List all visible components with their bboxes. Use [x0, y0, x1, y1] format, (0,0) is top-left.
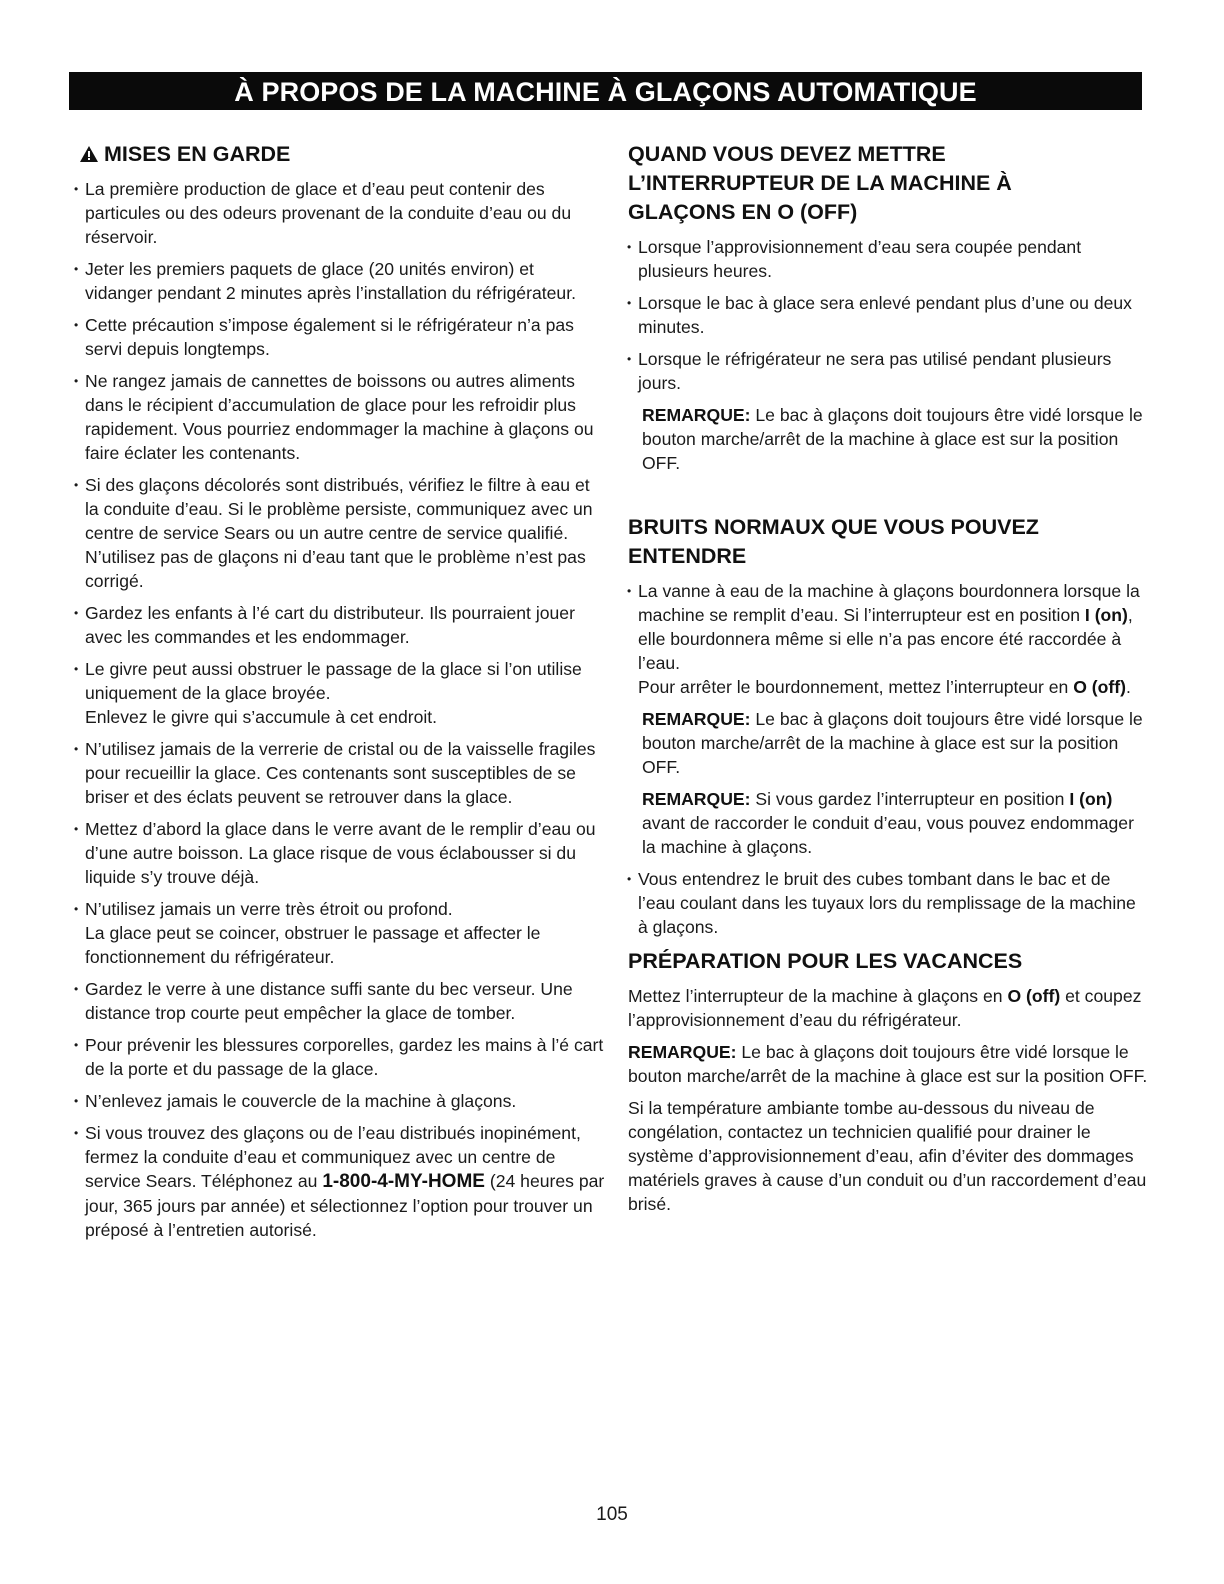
list-item-text: . — [1125, 677, 1131, 697]
paragraph: Si la température ambiante tombe au-dessous du niveau de congélation, contactez un technicien qualifié pour drainer le système d’approvisionnement d’eau, afin d’éviter des dommages matériels graves à cause d’un conduit ou d’un raccordement d’eau brisé. — [628, 1098, 1147, 1214]
note — [628, 1040, 1148, 1088]
switch-off-label: O (off) — [1073, 677, 1126, 697]
list-item-text: Si vous trouvez des glaçons ou de l’eau distribués inopinément, fermez la conduite d’eau et communiquez avec un centre de service Sears. Téléphonez au — [85, 1123, 581, 1191]
warnings-list — [75, 177, 605, 1242]
warnings-heading — [75, 140, 605, 169]
page-banner-title: À PROPOS DE LA MACHINE À GLAÇONS AUTOMATIQUE — [69, 72, 1142, 110]
note-label: REMARQUE: — [642, 405, 751, 425]
note — [642, 787, 1148, 859]
list-item: • Gardez les enfants à l’é cart du distributeur. Ils pourraient jouer avec les commandes et les endommager. — [75, 601, 605, 649]
section-heading-switch-off: QUAND VOUS DEVEZ METTRE L’INTERRUPTEUR DE LA MACHINE À GLAÇONS EN O (OFF) — [628, 142, 1012, 224]
switch-on-label: I (on) — [1084, 605, 1128, 625]
paragraph — [628, 984, 1148, 1032]
list-item-text: Enlevez le givre qui s’accumule à cet endroit. — [85, 707, 438, 727]
list-item — [75, 1121, 605, 1242]
list-item-text: Pour arrêter le bourdonnement, mettez l’interrupteur en — [638, 677, 1069, 697]
switch-on-label: I (on) — [1069, 789, 1113, 809]
list-item: • Mettez d’abord la glace dans le verre avant de le remplir d’eau ou d’une autre boisson. La glace risque de vous éclabousser si du liquide s’y trouve déjà. — [75, 817, 605, 889]
list-item-text: N’utilisez jamais un verre très étroit ou profond. — [85, 899, 453, 919]
left-column — [75, 140, 605, 1242]
list-item-text: , elle bourdonnera même si elle n’a pas encore été raccordée à l’eau. — [638, 605, 1133, 673]
list-item: • Lorsque le bac à glace sera enlevé pendant plus d’une ou deux minutes. — [628, 291, 1148, 339]
paragraph-text: et coupez l’approvisionnement d’eau du réfrigérateur. — [628, 986, 1142, 1030]
note-text: Si vous gardez l’interrupteur en position — [755, 789, 1065, 809]
list-item: • Pour prévenir les blessures corporelles, gardez les mains à l’é cart de la porte et du passage de la glace. — [75, 1033, 605, 1081]
list-item-text: La glace peut se coincer, obstruer le passage et affecter le fonctionnement du réfrigérateur. — [85, 923, 541, 967]
switch-off-label: O (off) — [1007, 986, 1061, 1006]
list-item: • Jeter les premiers paquets de glace (20 unités environ) et vidanger pendant 2 minutes après l’installation du réfrigérateur. — [75, 257, 605, 305]
note-label: REMARQUE: — [642, 789, 751, 809]
normal-sounds-list — [628, 579, 1148, 699]
list-item-text: (24 heures par jour, 365 jours par année) et sélectionnez l’option pour trouver un préposé à l’entretien autorisé. — [85, 1171, 605, 1240]
list-item: • Lorsque le réfrigérateur ne sera pas utilisé pendant plusieurs jours. — [628, 347, 1148, 395]
list-item — [628, 579, 1148, 699]
list-item: • Cette précaution s’impose également si le réfrigérateur n’a pas servi depuis longtemps. — [75, 313, 605, 361]
section-heading-normal-sounds: BRUITS NORMAUX QUE VOUS POUVEZ ENTENDRE — [628, 515, 1039, 568]
normal-sounds-list-2 — [628, 867, 1148, 939]
list-item: • Gardez le verre à une distance suffi sante du bec verseur. Une distance trop courte peut empêcher la glace de tomber. — [75, 977, 605, 1025]
phone-number: 1-800-4-MY-HOME — [322, 1171, 485, 1192]
switch-off-list — [628, 235, 1148, 395]
note-text: Le bac à glaçons doit toujours être vidé lorsque le bouton marche/arrêt de la machine à glace est sur la position OFF. — [628, 1042, 1148, 1086]
note-text: Le bac à glaçons doit toujours être vidé lorsque le bouton marche/arrêt de la machine à glace est sur la position OFF. — [642, 709, 1143, 777]
list-item: • N’enlevez jamais le couvercle de la machine à glaçons. — [75, 1089, 605, 1113]
page-number: 105 — [596, 1504, 628, 1525]
paragraph-text: Mettez l’interrupteur de la machine à glaçons en — [628, 986, 1003, 1006]
right-column — [628, 140, 1148, 1216]
warnings-heading-text: MISES EN GARDE — [104, 142, 291, 166]
warning-icon — [80, 146, 98, 162]
note — [642, 707, 1148, 779]
note — [642, 403, 1148, 475]
note-label: REMARQUE: — [628, 1042, 737, 1062]
list-item: • N’utilisez jamais de la verrerie de cristal ou de la vaisselle fragiles pour recueillir la glace. Ces contenants sont susceptibles de se briser et des éclats peuvent se retrouver dans la glace. — [75, 737, 605, 809]
section-heading-vacation: PRÉPARATION POUR LES VACANCES — [628, 949, 1023, 973]
list-item-text: La vanne à eau de la machine à glaçons bourdonnera lorsque la machine se remplit d’eau. Si l’interrupteur est en position — [638, 581, 1140, 625]
note-text: Le bac à glaçons doit toujours être vidé lorsque le bouton marche/arrêt de la machine à glace est sur la position OFF. — [642, 405, 1143, 473]
note-text: avant de raccorder le conduit d’eau, vous pouvez endommager la machine à glaçons. — [642, 813, 1134, 857]
list-item: • La première production de glace et d’eau peut contenir des particules ou des odeurs provenant de la conduite d’eau ou du réservoir. — [75, 177, 605, 249]
list-item: • Si des glaçons décolorés sont distribués, vérifiez le filtre à eau et la conduite d’eau. Si le problème persiste, communiquez avec un centre de service Sears ou un autre centre de service qualifié. N’utilisez pas de glaçons ni d’eau tant que le problème n’est pas corrigé. — [75, 473, 605, 593]
list-item — [75, 897, 605, 969]
list-item: • Lorsque l’approvisionnement d’eau sera coupée pendant plusieurs heures. — [628, 235, 1148, 283]
note-label: REMARQUE: — [642, 709, 751, 729]
list-item: • Ne rangez jamais de cannettes de boissons ou autres aliments dans le récipient d’accumulation de glace pour les refroidir plus rapidement. Vous pourriez endommager la machine à glaçons ou faire éclater les contenants. — [75, 369, 605, 465]
list-item-text: Le givre peut aussi obstruer le passage de la glace si l’on utilise uniquement de la glace broyée. — [85, 659, 582, 703]
list-item: • Vous entendrez le bruit des cubes tombant dans le bac et de l’eau coulant dans les tuyaux lors du remplissage de la machine à glaçons. — [628, 867, 1148, 939]
list-item — [75, 657, 605, 729]
